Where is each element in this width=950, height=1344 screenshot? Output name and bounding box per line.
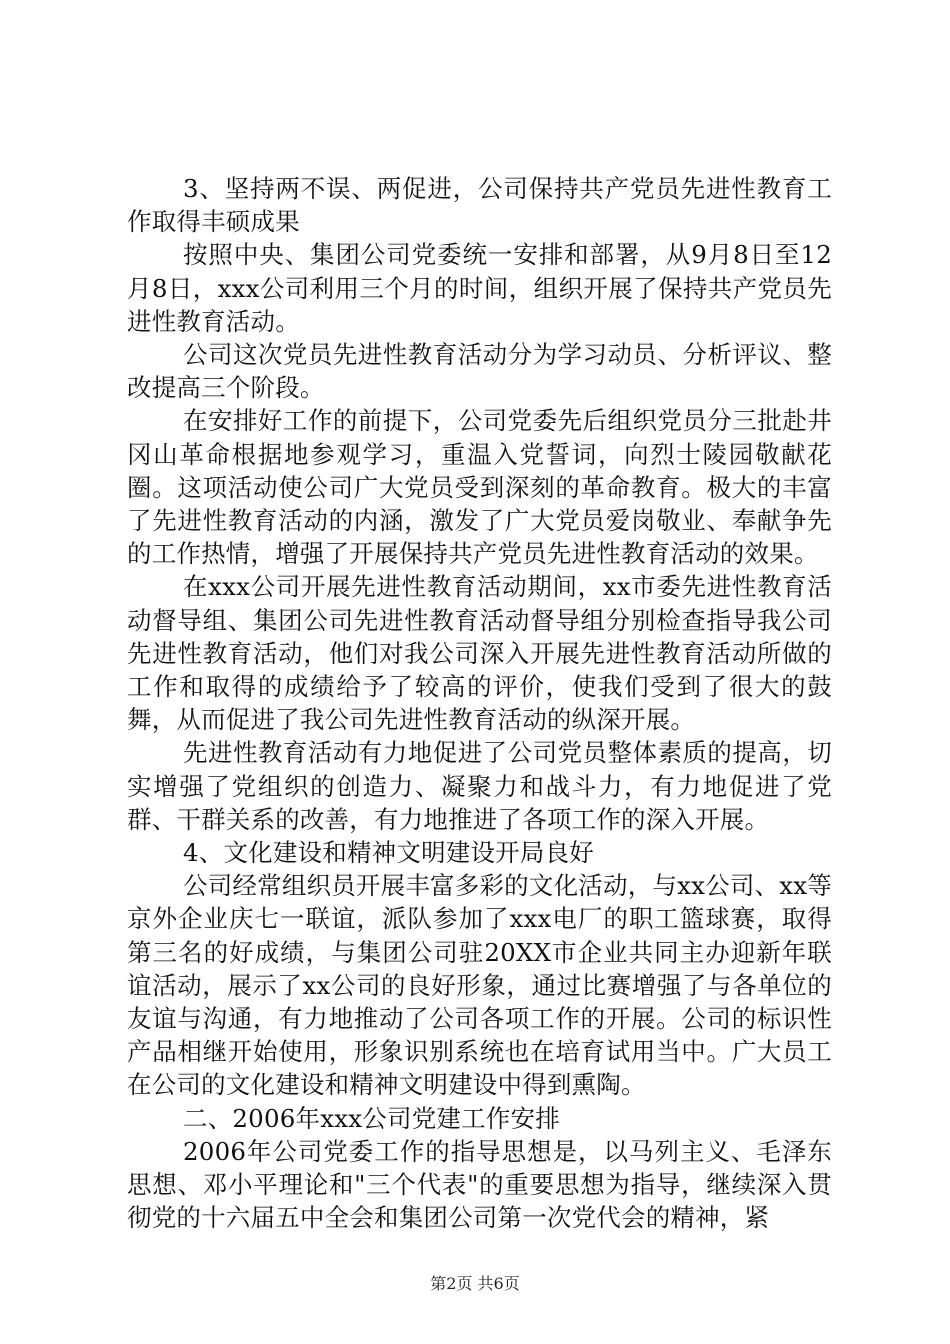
body-paragraph: 公司经常组织员开展丰富多彩的文化活动，与xx公司、xx等京外企业庆七一联谊，派队参加了xxx电厂的职工篮球赛，取得第三名的好成绩，与集团公司驻20XX市企业共同主办迎新年联谊活动，展示了xx公司的良好形象，通过比赛增强了与各单位的友谊与沟通，有力地推动了公司各项工作的开展。公司的标识性产品相继开始使用，形象识别系统也在培育试用当中。广大员工在公司的文化建设和精神文明建设中得到熏陶。 <box>127 871 832 1100</box>
body-paragraph: 在安排好工作的前提下，公司党委先后组织党员分三批赴井冈山革命根据地参观学习，重温入党誓词，向烈士陵园敬献花圈。这项活动使公司广大党员受到深刻的革命教育。极大的丰富了先进性教育活动的内涵，激发了广大党员爱岗敬业、奉献争先的工作热情，增强了开展保持共产党员先进性教育活动的效果。 <box>127 406 832 569</box>
section-heading-2: 二、2006年xxx公司党建工作安排 <box>183 1103 560 1133</box>
body-paragraph: 2006年公司党委工作的指导思想是，以马列主义、毛泽东思想、邓小平理论和"三个代表"的重要思想为指导，继续深入贯彻党的十六届五中全会和集团公司第一次党代会的精神，紧 <box>127 1136 832 1233</box>
page-number-footer: 第2页 共6页 <box>430 1274 520 1293</box>
heading-item-4: 4、文化建设和精神文明建设开局良好 <box>183 838 594 868</box>
body-paragraph: 按照中央、集团公司党委统一安排和部署，从9月8日至12月8日，xxx公司利用三个月的时间，组织开展了保持共产党员先进性教育活动。 <box>127 240 832 336</box>
body-paragraph: 在xxx公司开展先进性教育活动期间，xx市委先进性教育活动督导组、集团公司先进性教育活动督导组分别检查指导我公司先进性教育活动，他们对我公司深入开展先进性教育活动所做的工作和取得的成绩给予了较高的评价，使我们受到了很大的鼓舞，从而促进了我公司先进性教育活动的纵深开展。 <box>127 572 832 735</box>
heading-item-3: 3、坚持两不误、两促进，公司保持共产党员先进性教育工作取得丰硕成果 <box>127 174 832 237</box>
document-body <box>127 172 832 1235</box>
body-paragraph: 先进性教育活动有力地促进了公司党员整体素质的提高，切实增强了党组织的创造力、凝聚力和战斗力，有力地促进了党群、干群关系的改善，有力地推进了各项工作的深入开展。 <box>127 738 832 834</box>
body-paragraph: 公司这次党员先进性教育活动分为学习动员、分析评议、整改提高三个阶段。 <box>127 340 832 403</box>
